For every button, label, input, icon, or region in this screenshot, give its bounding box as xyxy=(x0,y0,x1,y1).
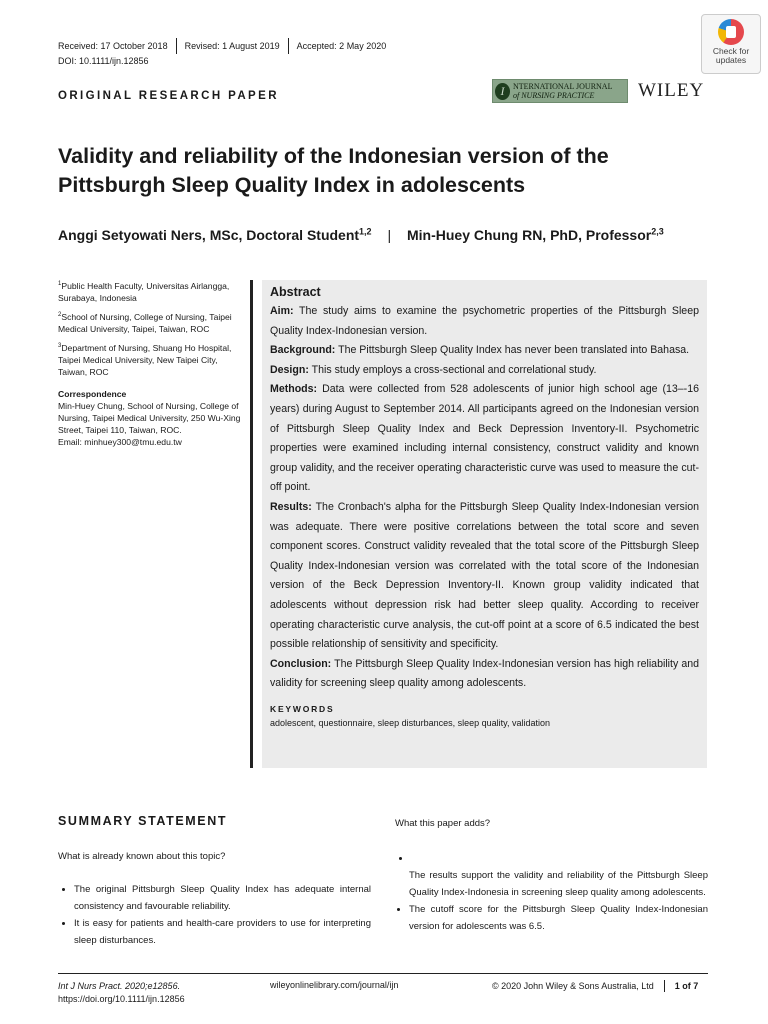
adds-list xyxy=(395,850,708,867)
adds-column xyxy=(395,815,708,935)
affiliation-3: $^3$Department of Nursing, Shuang Ho Hospital, Taipei Medical University, New Taipei City, Taiwan, ROC xyxy=(58,342,232,377)
divider xyxy=(664,980,665,992)
doi-line[interactable]: DOI: 10.1111/ijn.12856 xyxy=(58,56,149,66)
author-separator: | xyxy=(387,226,392,243)
copyright: © 2020 John Wiley & Sons Australia, Ltd xyxy=(492,981,654,991)
list-item: The results support the validity and reliability of the Pittsburgh Sleep Quality Index-Indonesia in screening sleep quality among adolescents. xyxy=(409,870,708,898)
journal-logo[interactable] xyxy=(492,79,628,103)
publisher-logo[interactable]: WILEY xyxy=(638,80,705,101)
list-item xyxy=(411,850,708,867)
journal-logo-line1: NTERNATIONAL JOURNAL xyxy=(513,82,613,91)
abstract-results: Results: The Cronbach's alpha for the Pittsburgh Sleep Quality Index-Indonesian version was adequate. There were positive correlations between the total score and seven component scores. Construct validity revealed that the total score of the Pittsburgh Sleep Quality Index-Indonesian version was correlated with the total score of the Indonesian version of the Beck Depression Inventory-II. Known group validity indicated that adolescents without depression risk had better sleep quality. According to receiver operating characteristic curve analysis, the cut-off point at a score of 6.5 indicated the best possible relationship of sensitivity and specificity. xyxy=(270,500,699,651)
adds-list-continued xyxy=(395,867,708,935)
correspondence-heading: Correspondence xyxy=(58,388,127,399)
abstract-aim: Aim: The study aims to examine the psychometric properties of the Pittsburgh Sleep Quality Index-Indonesian version. xyxy=(270,305,699,337)
affiliation-2: $^2$School of Nursing, College of Nursing, Taipei Medical University, Taipei, Taiwan, ROC xyxy=(58,311,232,334)
adds-question: What this paper adds? xyxy=(395,818,491,829)
journal-url-link[interactable]: wileyonlinelibrary.com/journal/ijn xyxy=(270,980,399,990)
author-list xyxy=(58,226,664,243)
known-column xyxy=(58,848,371,949)
check-updates-icon xyxy=(718,19,744,45)
summary-heading: SUMMARY STATEMENT xyxy=(58,814,228,828)
footer-rule xyxy=(58,973,708,974)
abstract-design: Design: This study employs a cross-sectional and correlational study. xyxy=(270,363,597,376)
keywords-heading: KEYWORDS xyxy=(270,703,335,714)
paper-title: Validity and reliability of the Indonesian version of the Pittsburgh Sleep Quality Index in adolescents xyxy=(58,144,609,197)
list-item: • It is easy for patients and health-care providers to use for interpreting sleep disturbances. xyxy=(74,915,371,949)
accepted-date: Accepted: 2 May 2020 xyxy=(296,41,387,51)
abstract-methods: Methods: Data were collected from 528 adolescents of junior high school age (13–-16 years) during August to September 2014. All participants agreed on the Indonesian version of Pittsburgh Sleep Quality Index and Beck Depression Inventory-II. Psychometric properties were examined including internal consistency, construct validity and known group validity, and the receiver operating characteristic curve was used to measure the cut-off point. xyxy=(270,383,699,494)
correspondence-address: Min-Huey Chung, School of Nursing, College of Nursing, Taipei Medical University, 250 Wu-Xing Street, Taipei 110, Taiwan, ROC. xyxy=(58,400,241,435)
doi-url-link[interactable]: https://doi.org/10.1111/ijn.12856 xyxy=(58,994,185,1004)
affiliation-1: $^1$Public Health Faculty, Universitas Airlangga, Surabaya, Indonesia xyxy=(58,280,230,303)
footer-right xyxy=(492,980,698,992)
received-date: Received: 17 October 2018 xyxy=(58,41,168,51)
abstract-box xyxy=(262,280,707,768)
divider xyxy=(176,38,177,54)
article-dates xyxy=(58,38,386,54)
abstract-conclusion: Conclusion: The Pittsburgh Sleep Quality Index-Indonesian version has high reliability and validity for screening sleep quality among adolescents. xyxy=(270,657,699,690)
citation: Int J Nurs Pract. 2020;e12856. xyxy=(58,981,181,991)
page-number: 1 of 7 xyxy=(674,981,699,991)
section-label: ORIGINAL RESEARCH PAPER xyxy=(58,90,279,102)
known-question: What is already known about this topic? xyxy=(58,851,226,862)
author-2[interactable]: Min-Huey Chung RN, PhD, Professor$^{2,3}$ xyxy=(406,226,664,243)
check-updates-label: Check for updates xyxy=(712,46,750,65)
affiliations xyxy=(58,278,248,448)
keywords: adolescent, questionnaire, sleep disturbances, sleep quality, validation xyxy=(270,717,551,728)
list-item: • The cutoff score for the Pittsburgh Sleep Quality Index-Indonesian version for adolescents was 6.5. xyxy=(409,901,708,935)
abstract-heading: Abstract xyxy=(270,285,321,299)
footer-citation xyxy=(58,980,185,1006)
revised-date: Revised: 1 August 2019 xyxy=(184,41,280,51)
author-1[interactable]: Anggi Setyowati Ners, MSc, Doctoral Student$^{1,2}$ xyxy=(58,226,372,243)
known-list xyxy=(58,881,371,949)
abstract-rule xyxy=(250,280,253,768)
journal-logo-line2: of NURSING PRACTICE xyxy=(513,91,595,100)
divider xyxy=(288,38,289,54)
list-item: • The original Pittsburgh Sleep Quality Index has adequate internal consistency and favourable reliability. xyxy=(74,881,371,915)
journal-initial: I xyxy=(495,83,510,100)
check-for-updates-button[interactable] xyxy=(701,14,761,74)
correspondence-email[interactable]: Email: minhuey300@tmu.edu.tw xyxy=(58,436,182,447)
abstract-background: Background: The Pittsburgh Sleep Quality Index has never been translated into Bahasa. xyxy=(270,344,690,357)
